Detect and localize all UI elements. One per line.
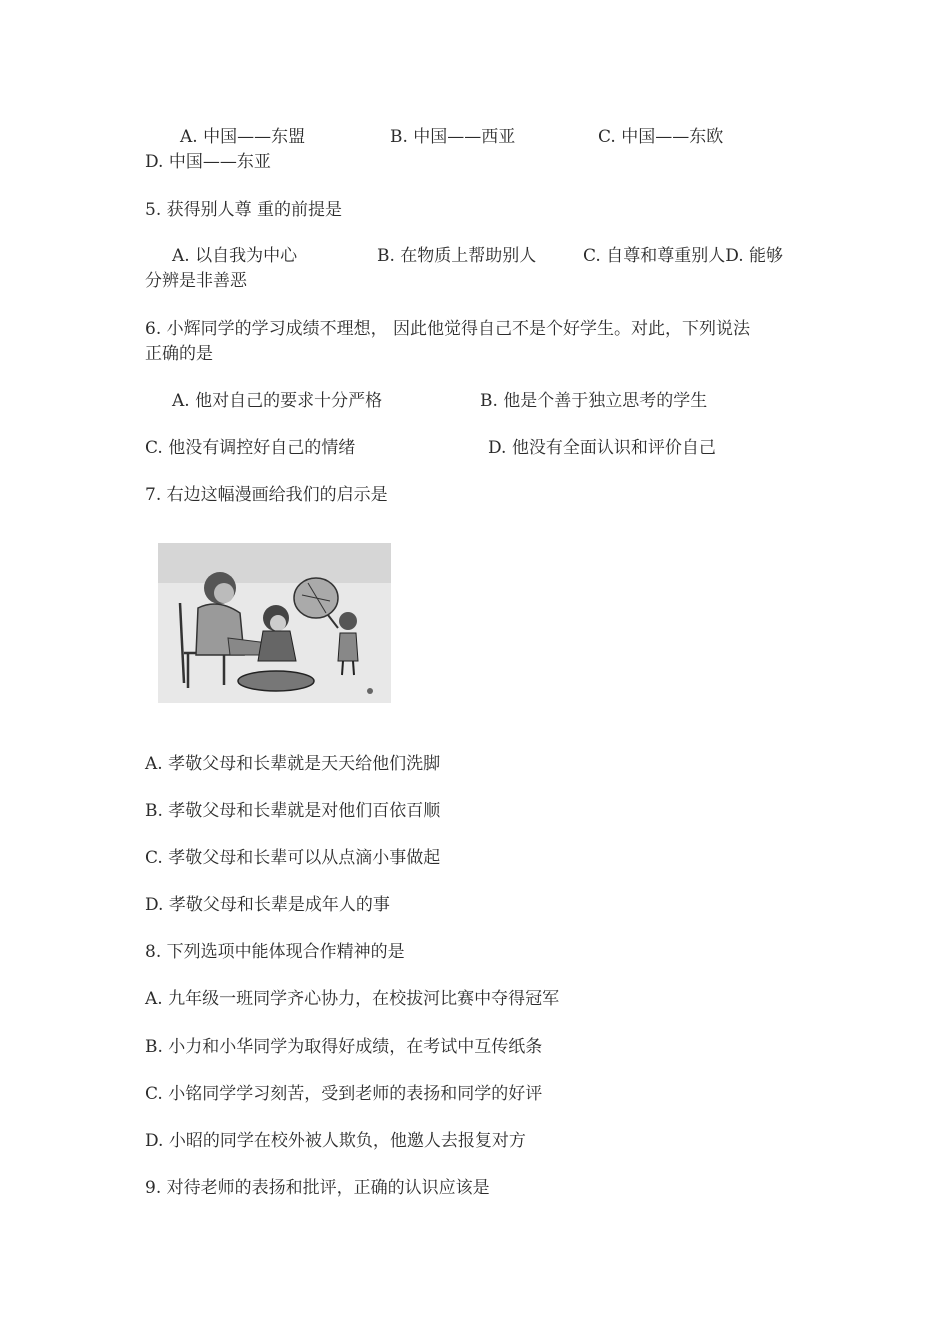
q6-stem-line1: 6. 小辉同学的学习成绩不理想， 因此他觉得自己不是个好学生。对此，下列说法	[145, 319, 751, 339]
q9-stem: 9. 对待老师的表扬和批评，正确的认识应该是	[145, 1178, 490, 1198]
q6-option-d: D. 他没有全面认识和评价自己	[488, 438, 716, 458]
q5-option-a: A. 以自我为中心	[172, 246, 298, 266]
q4-option-d: D. 中国——东亚	[145, 152, 271, 172]
q6-stem-line2: 正确的是	[145, 344, 213, 364]
q7-option-a: A. 孝敬父母和长辈就是天天给他们洗脚	[145, 754, 441, 774]
basin-illustration	[238, 671, 314, 691]
q7-option-d: D. 孝敬父母和长辈是成年人的事	[145, 895, 390, 915]
q5-option-b: B. 在物质上帮助别人	[377, 246, 537, 266]
q7-option-b: B. 孝敬父母和长辈就是对他们百依百顺	[145, 801, 441, 821]
q6-option-a: A. 他对自己的要求十分严格	[172, 391, 383, 411]
q5-option-d-cont: 分辨是非善恶	[145, 271, 247, 291]
cartoon-image	[158, 543, 391, 703]
q6-option-c: C. 他没有调控好自己的情绪	[145, 438, 356, 458]
q5-option-cd: C. 自尊和尊重别人D. 能够	[583, 246, 784, 266]
q4-option-a: A. 中国——东盟	[180, 127, 306, 147]
q4-option-c: C. 中国——东欧	[598, 127, 724, 147]
q6-option-b: B. 他是个善于独立思考的学生	[480, 391, 708, 411]
q8-stem: 8. 下列选项中能体现合作精神的是	[145, 942, 405, 962]
q7-stem: 7. 右边这幅漫画给我们的启示是	[145, 485, 388, 505]
q4-option-b: B. 中国——西亚	[390, 127, 516, 147]
q8-option-c: C. 小铭同学学习刻苦，受到老师的表扬和同学的好评	[145, 1084, 543, 1104]
q8-option-a: A. 九年级一班同学齐心协力，在校拔河比赛中夺得冠军	[145, 989, 560, 1009]
q5-stem: 5. 获得别人尊 重的前提是	[145, 200, 343, 220]
q8-option-d: D. 小昭的同学在校外被人欺负，他邀人去报复对方	[145, 1131, 526, 1151]
q7-option-c: C. 孝敬父母和长辈可以从点滴小事做起	[145, 848, 441, 868]
q8-option-b: B. 小力和小华同学为取得好成绩，在考试中互传纸条	[145, 1037, 543, 1057]
